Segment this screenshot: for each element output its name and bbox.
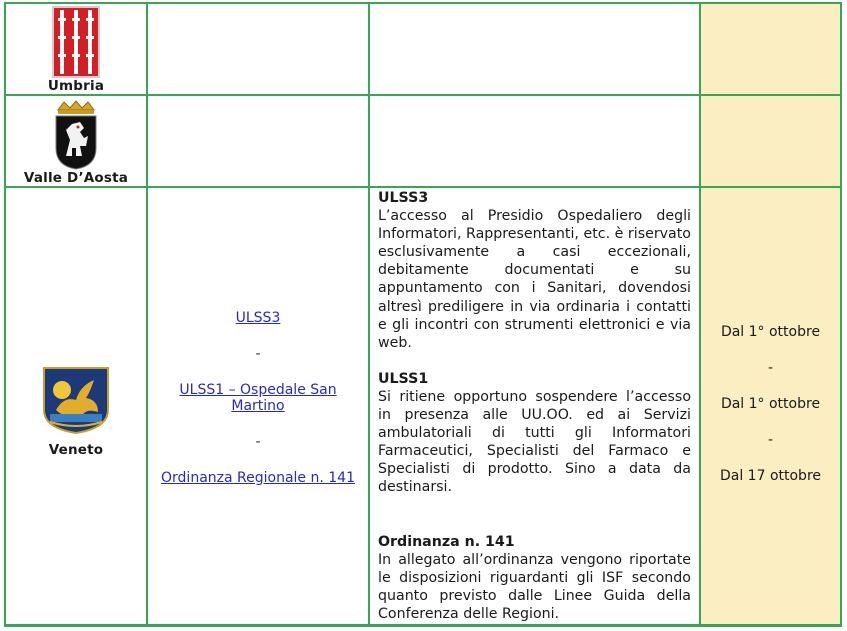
- region-name: Valle D’Aosta: [23, 170, 129, 186]
- dates-cell: [700, 95, 841, 187]
- ulss3-link[interactable]: ULSS3: [235, 309, 281, 326]
- dates-cell: [700, 3, 841, 95]
- date-text: Dal 1° ottobre: [720, 324, 821, 340]
- note-title: Ordinanza n. 141: [378, 533, 515, 550]
- separator: -: [255, 345, 261, 362]
- note-text: L’accesso al Presidio Ospedaliero degli Informatori, Rappresentanti, etc. è riservato esclusivamente a casi eccezionali, debitamente documentati e su appuntamento con i Sanitari, dovendosi altresì prediligere in via ordinaria i contatti e gli incontri con strumenti elettronici e via web.: [378, 208, 691, 351]
- table-row-valle-daosta: [5, 95, 841, 187]
- ordinanza-link[interactable]: Ordinanza Regionale n. 141: [161, 469, 355, 486]
- table-row-umbria: [5, 3, 841, 95]
- separator: -: [767, 360, 774, 376]
- separator: -: [767, 432, 774, 448]
- date-text: Dal 1° ottobre: [720, 396, 821, 412]
- dates-cell: [700, 187, 841, 625]
- note-text: Si ritiene opportuno sospendere l’accesso in presenza alle UU.OO. ed ai Servizi ambulatoriali di tutti gli Informatori Farmaceutici, Specialisti del Farmaco e Specialisti di prodotto. Sino a data da destinarsi.: [378, 388, 691, 496]
- table-row-veneto: [5, 187, 841, 625]
- note-title: ULSS3: [378, 190, 429, 206]
- region-name: Umbria: [47, 78, 105, 94]
- regions-table: [4, 2, 842, 627]
- notes-cell: [369, 3, 700, 95]
- notes-cell: [369, 95, 700, 187]
- separator: -: [255, 433, 261, 450]
- note-text: In allegato all’ordinanza vengono riportate le disposizioni riguardanti gli ISF secondo quanto previsto dalle Linee Guida della Conferenza delle Regioni.: [378, 551, 691, 622]
- region-cell: [5, 95, 147, 187]
- links-cell: [147, 187, 369, 625]
- date-text: Dal 17 ottobre: [719, 468, 822, 484]
- ulss1-link[interactable]: ULSS1 – Ospedale San Martino: [179, 381, 337, 414]
- region-name: Veneto: [48, 441, 104, 458]
- region-cell: [5, 187, 147, 625]
- note-title: ULSS1: [378, 370, 429, 387]
- region-cell: [5, 3, 147, 95]
- links-cell: [147, 3, 369, 95]
- umbria-coat-of-arms-icon: [52, 6, 100, 78]
- links-cell: [147, 95, 369, 187]
- notes-cell: [369, 187, 700, 625]
- valle-daosta-coat-of-arms-icon: [54, 100, 98, 170]
- veneto-coat-of-arms-icon: [42, 366, 110, 434]
